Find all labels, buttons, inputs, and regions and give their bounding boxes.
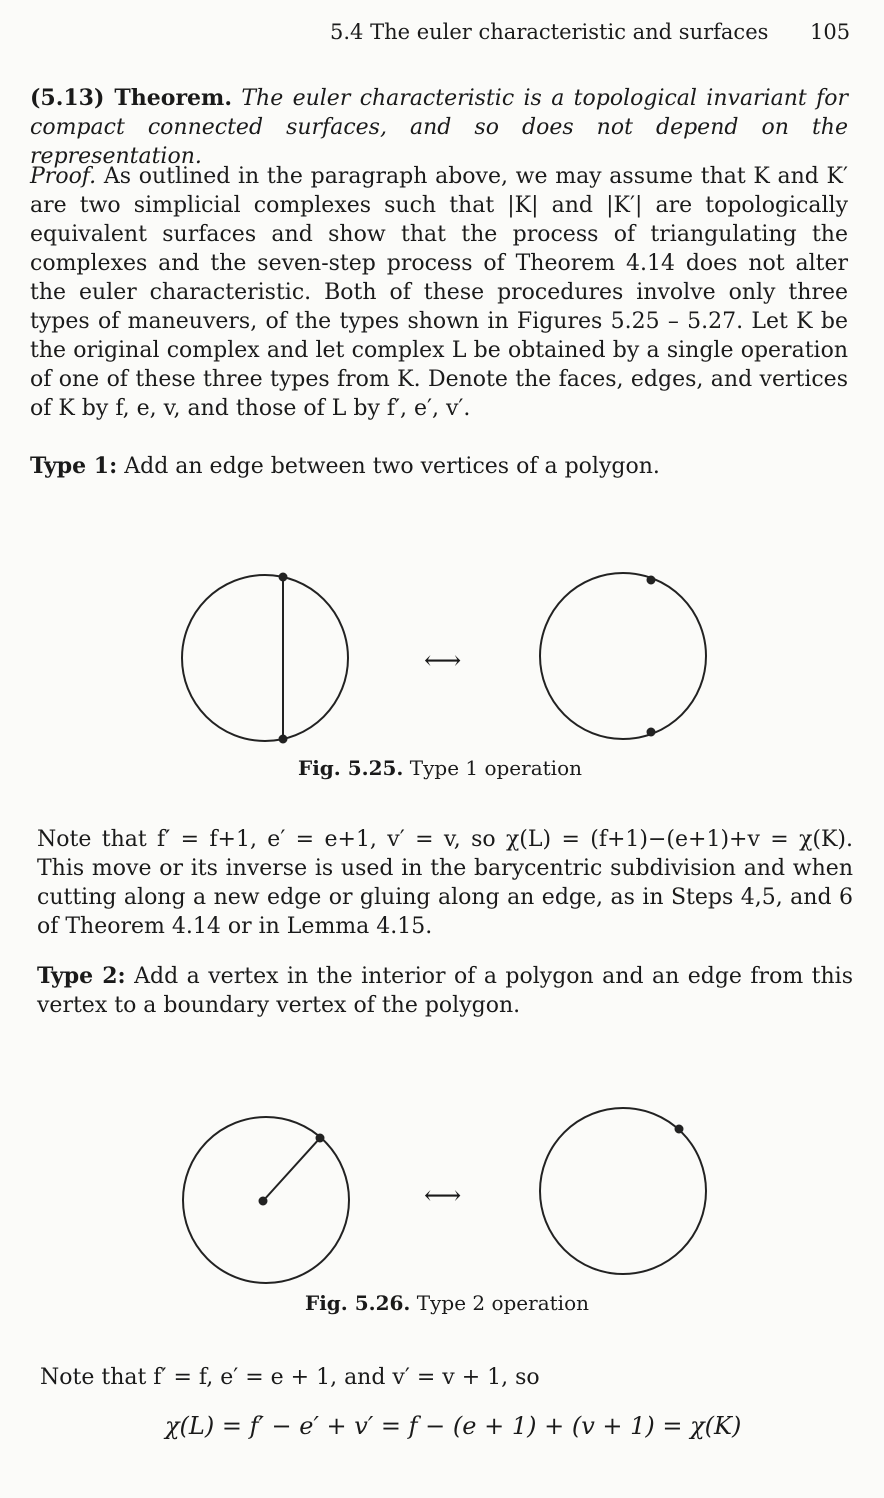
- fig1-right-vertex-bottom: [648, 729, 655, 736]
- type2-paragraph: [37, 962, 853, 1020]
- proof-label: Proof.: [30, 164, 97, 189]
- page-number: 105: [810, 20, 851, 44]
- type2-text: Add a vertex in the interior of a polygon and an edge from this vertex to a boundary vertex of the polygon.: [37, 964, 853, 1018]
- equation-display: χ(L) = f′ − e′ + v′ = f − (e + 1) + (v + 1) = χ(K): [165, 1412, 742, 1440]
- fig2-label: Fig. 5.26.: [305, 1291, 411, 1315]
- note2-paragraph: Note that f′ = f, e′ = e + 1, and v′ = v + 1, so: [40, 1365, 540, 1390]
- theorem-statement: The euler characteristic is a topological invariant for compact connected surfaces, and so does not depend on the representation.: [30, 86, 848, 169]
- fig1-label: Fig. 5.25.: [298, 756, 404, 780]
- type1-label: Type 1:: [30, 453, 118, 479]
- note1-paragraph: Note that f′ = f+1, e′ = e+1, v′ = v, so χ(L) = (f+1)−(e+1)+v = χ(K). This move or its inverse is used in the barycentric subdivision and when cutting along a new edge or gluing along an edge, as in Steps 4,5, and 6 of Theorem 4.14 or in Lemma 4.15.: [37, 827, 853, 939]
- fig2-caption-text: Type 2 operation: [416, 1291, 589, 1315]
- fig2-boundary-vertex: [317, 1135, 324, 1142]
- fig2-right-vertex: [676, 1126, 683, 1133]
- fig1-right-polygon: [540, 573, 706, 739]
- proof-text: As outlined in the paragraph above, we may assume that K and K′ are two simplicial complexes such that |K| and |K′| are topologically equivalent surfaces and show that the process of triangulating the complexes and the seven-step process of Theorem 4.14 does not alter the euler characteristic. Both of these procedures involve only three types of maneuvers, of the types shown in Figures 5.25 – 5.27. Let K be the original complex and let complex L be obtained by a single operation of one of these three types from K. Denote the faces, edges, and vertices of K by f, e, v, and those of L by f′, e′, v′.: [30, 164, 848, 421]
- type1-text: Add an edge between two vertices of a polygon.: [124, 454, 660, 479]
- theorem-label: (5.13) Theorem.: [30, 85, 232, 111]
- fig1-caption: [298, 756, 582, 780]
- fig1-left-vertex-bottom: [280, 736, 287, 743]
- fig2-interior-vertex: [260, 1198, 267, 1205]
- fig2-caption: [305, 1291, 589, 1315]
- fig1-right-vertex-top: [648, 577, 655, 584]
- fig2-arrow: ⟷: [424, 1181, 462, 1211]
- fig1-caption-text: Type 1 operation: [409, 756, 582, 780]
- fig2-added-edge: [263, 1138, 320, 1201]
- fig1-left-polygon: [182, 575, 348, 741]
- type2-label: Type 2:: [37, 963, 126, 989]
- fig1-arrow: ⟷: [424, 646, 462, 676]
- fig1-left-vertex-top: [280, 574, 287, 581]
- running-header: 5.4 The euler characteristic and surfaces: [330, 20, 769, 44]
